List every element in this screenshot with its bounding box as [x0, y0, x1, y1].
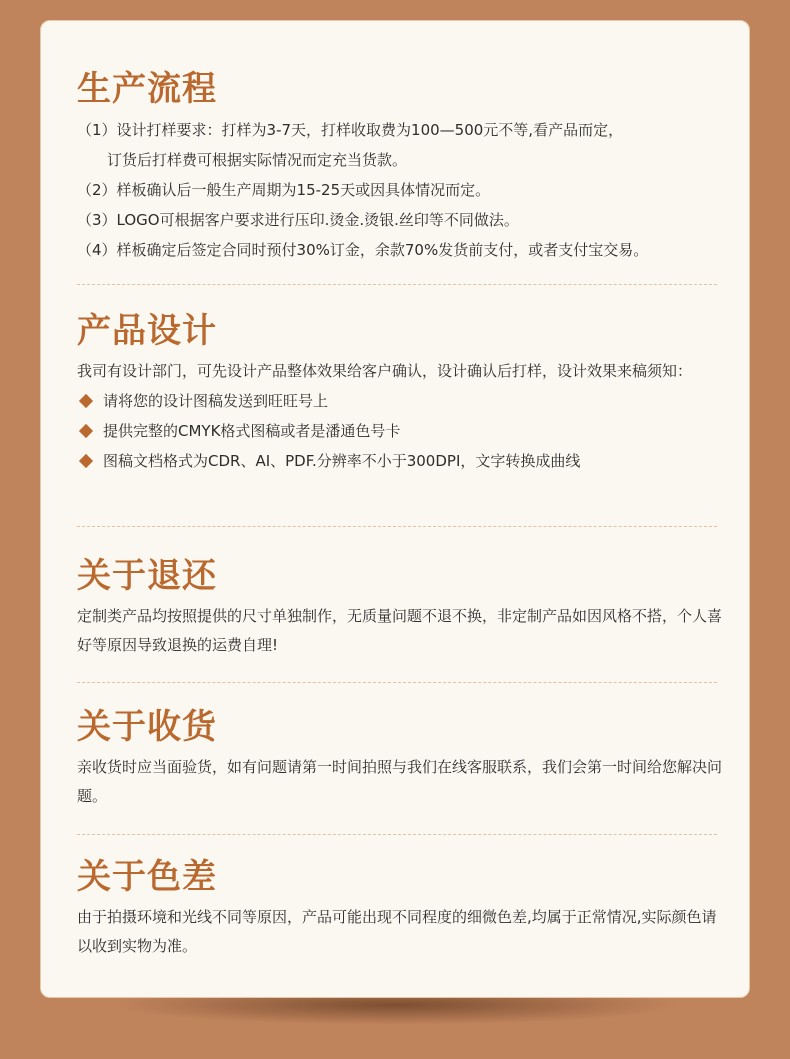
section-title: 关于色差 [77, 857, 217, 897]
info-card [40, 20, 750, 998]
list-item [77, 386, 737, 416]
section-title: 生产流程 [77, 69, 217, 109]
divider [77, 526, 717, 527]
divider [77, 284, 717, 285]
diamond-icon [79, 424, 93, 438]
divider [77, 834, 717, 835]
divider [77, 682, 717, 683]
bullet-text: 提供完整的CMYK格式图稿或者是潘通色号卡 [103, 422, 401, 440]
process-line-1: （1）设计打样要求：打样为3-7天，打样收取费为100—500元不等,看产品而定， [77, 121, 624, 139]
process-line-3: （2）样板确认后一般生产周期为15-25天或因具体情况而定。 [77, 181, 491, 199]
process-line-4: （3）LOGO可根据客户要求进行压印.烫金.烫银.丝印等不同做法。 [77, 211, 519, 229]
section-process [77, 69, 737, 265]
section-returns [77, 556, 737, 660]
section-color [77, 857, 737, 961]
process-line-2: 订货后打样费可根据实际情况而定充当货款。 [107, 151, 408, 169]
bullet-text: 图稿文档格式为CDR、AI、PDF.分辨率不小于300DPI，文字转换成曲线 [103, 452, 581, 470]
process-line-5: （4）样板确定后签定合同时预付30%订金，余款70%发货前支付，或者支付宝交易。 [77, 241, 649, 259]
diamond-icon [79, 394, 93, 408]
list-item [77, 416, 737, 446]
section-design [77, 311, 737, 476]
section-title: 关于退还 [77, 556, 217, 596]
color-text: 由于拍摄环境和光线不同等原因，产品可能出现不同程度的细微色差,均属于正常情况,实际颜色请以收到实物为准。 [77, 908, 717, 955]
design-intro: 我司有设计部门，可先设计产品整体效果给客户确认，设计确认后打样，设计效果来稿须知： [77, 362, 693, 380]
diamond-icon [79, 454, 93, 468]
list-item [77, 446, 737, 476]
returns-text: 定制类产品均按照提供的尺寸单独制作，无质量问题不退不换，非定制产品如因风格不搭，个人喜好等原因导致退换的运费自理! [77, 607, 723, 654]
section-title: 产品设计 [77, 311, 217, 351]
section-receipt [77, 707, 737, 811]
section-title: 关于收货 [77, 707, 217, 747]
receipt-text: 亲收货时应当面验货，如有问题请第一时间拍照与我们在线客服联系，我们会第一时间给您解决问题。 [77, 758, 723, 805]
bullet-text: 请将您的设计图稿发送到旺旺号上 [103, 392, 329, 410]
